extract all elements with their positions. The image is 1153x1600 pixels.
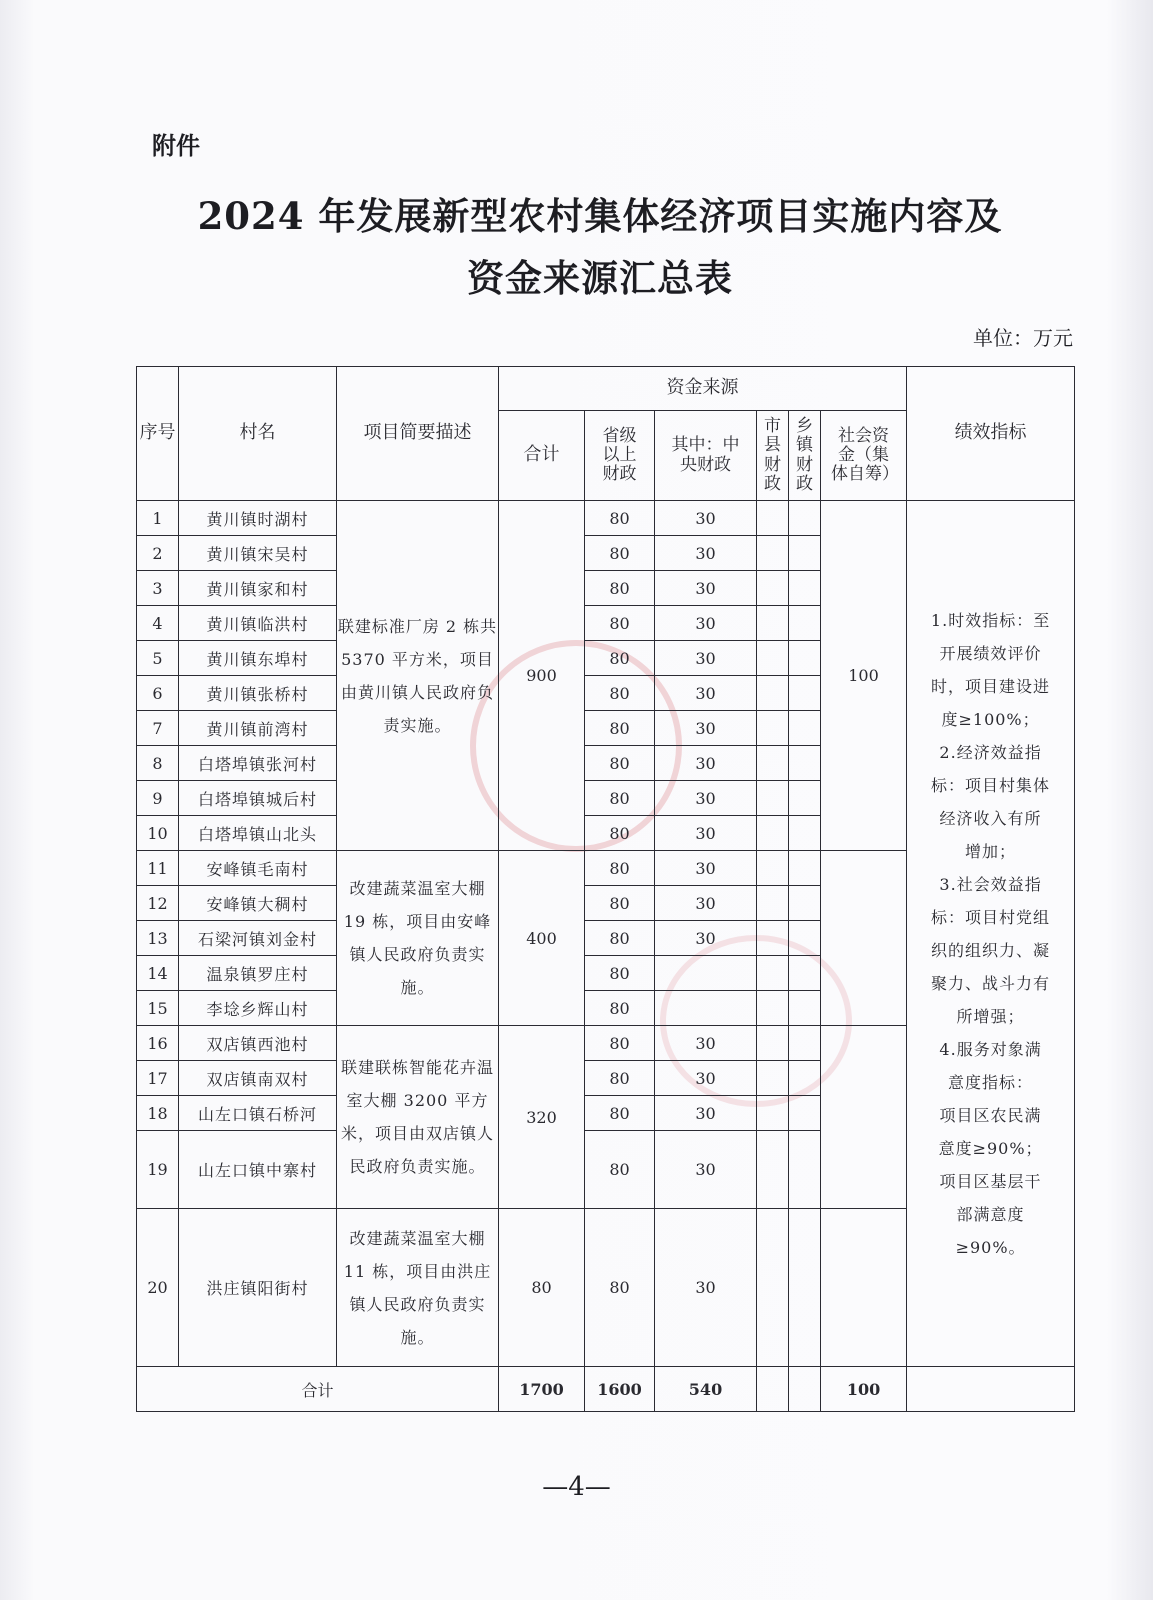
perf-line: 1.时效指标：至 xyxy=(930,610,1051,630)
cell-seq: 20 xyxy=(137,1209,179,1367)
cell-central: 30 xyxy=(655,1096,757,1131)
cell-seq: 16 xyxy=(137,1026,179,1061)
cell-village: 黄川镇家和村 xyxy=(179,571,337,606)
cell-provincial: 80 xyxy=(585,886,655,921)
perf-line: 所增强； xyxy=(956,1006,1025,1026)
cell-social-fund xyxy=(821,1209,907,1367)
perf-line: 经济收入有所 xyxy=(939,808,1042,828)
totals-label: 合计 xyxy=(137,1367,499,1412)
cell-city-county xyxy=(757,886,789,921)
cell-provincial: 80 xyxy=(585,501,655,536)
cell-total: 320 xyxy=(499,1026,585,1209)
cell-central: 30 xyxy=(655,571,757,606)
cell-seq: 10 xyxy=(137,816,179,851)
cell-social-fund xyxy=(821,1026,907,1209)
cell-township xyxy=(789,816,821,851)
cell-township xyxy=(789,536,821,571)
cell-seq: 6 xyxy=(137,676,179,711)
totals-city-county xyxy=(757,1367,789,1412)
cell-seq: 1 xyxy=(137,501,179,536)
annex-label: 附件 xyxy=(152,132,200,160)
cell-village: 安峰镇毛南村 xyxy=(179,851,337,886)
cell-city-county xyxy=(757,536,789,571)
totals-total: 1700 xyxy=(499,1367,585,1412)
cell-central: 30 xyxy=(655,501,757,536)
cell-central xyxy=(655,991,757,1026)
cell-township xyxy=(789,1026,821,1061)
cell-village: 安峰镇大稠村 xyxy=(179,886,337,921)
cell-provincial: 80 xyxy=(585,851,655,886)
cell-city-county xyxy=(757,676,789,711)
table-row xyxy=(137,501,1075,536)
cell-city-county xyxy=(757,1026,789,1061)
perf-line: 4.服务对象满 xyxy=(939,1039,1042,1059)
cell-seq: 19 xyxy=(137,1131,179,1209)
perf-line: ≥90%。 xyxy=(955,1237,1026,1257)
perf-line: 聚力、战斗力有 xyxy=(931,973,1051,993)
cell-seq: 5 xyxy=(137,641,179,676)
cell-township xyxy=(789,711,821,746)
cell-central: 30 xyxy=(655,781,757,816)
totals-social: 100 xyxy=(821,1367,907,1412)
cell-township xyxy=(789,571,821,606)
document-title-line1: 2024 年发展新型农村集体经济项目实施内容及 xyxy=(197,194,1003,238)
cell-village: 双店镇南双村 xyxy=(179,1061,337,1096)
cell-city-county xyxy=(757,1209,789,1367)
cell-township xyxy=(789,676,821,711)
cell-village: 黄川镇临洪村 xyxy=(179,606,337,641)
perf-line: 时，项目建设进 xyxy=(931,676,1051,696)
cell-city-county xyxy=(757,571,789,606)
cell-city-county xyxy=(757,1061,789,1096)
cell-township xyxy=(789,956,821,991)
cell-seq: 9 xyxy=(137,781,179,816)
cell-city-county xyxy=(757,746,789,781)
cell-provincial: 80 xyxy=(585,1209,655,1367)
cell-provincial: 80 xyxy=(585,571,655,606)
cell-central: 30 xyxy=(655,746,757,781)
cell-provincial: 80 xyxy=(585,641,655,676)
cell-township xyxy=(789,921,821,956)
cell-provincial: 80 xyxy=(585,676,655,711)
cell-description: 联建标准厂房 2 栋共 5370 平方米，项目由黄川镇人民政府负责实施。 xyxy=(337,501,499,851)
cell-provincial: 80 xyxy=(585,1131,655,1209)
header-performance: 绩效指标 xyxy=(907,367,1075,501)
cell-provincial: 80 xyxy=(585,1061,655,1096)
cell-city-county xyxy=(757,956,789,991)
cell-township xyxy=(789,1096,821,1131)
perf-line: 开展绩效评价 xyxy=(939,643,1042,663)
cell-seq: 11 xyxy=(137,851,179,886)
perf-line: 2.经济效益指 xyxy=(939,742,1042,762)
fund-summary-table xyxy=(136,366,1075,1412)
cell-township xyxy=(789,1061,821,1096)
header-provincial: 省级以上财政 xyxy=(585,411,655,501)
cell-seq: 4 xyxy=(137,606,179,641)
cell-central: 30 xyxy=(655,1131,757,1209)
perf-line: 度≥100%； xyxy=(941,709,1040,729)
cell-village: 黄川镇张桥村 xyxy=(179,676,337,711)
totals-provincial: 1600 xyxy=(585,1367,655,1412)
perf-line: 意度指标： xyxy=(948,1072,1034,1092)
cell-central: 30 xyxy=(655,676,757,711)
cell-village: 黄川镇前湾村 xyxy=(179,711,337,746)
cell-provincial: 80 xyxy=(585,536,655,571)
cell-village: 白塔埠镇城后村 xyxy=(179,781,337,816)
cell-village: 温泉镇罗庄村 xyxy=(179,956,337,991)
cell-central: 30 xyxy=(655,641,757,676)
cell-city-county xyxy=(757,1096,789,1131)
cell-central: 30 xyxy=(655,606,757,641)
cell-central: 30 xyxy=(655,1026,757,1061)
cell-description: 改建蔬菜温室大棚 11 栋，项目由洪庄镇人民政府负责实施。 xyxy=(337,1209,499,1367)
cell-city-county xyxy=(757,781,789,816)
totals-central: 540 xyxy=(655,1367,757,1412)
header-city-county: 市县财政 xyxy=(757,411,789,501)
cell-central xyxy=(655,956,757,991)
cell-village: 黄川镇宋吴村 xyxy=(179,536,337,571)
perf-line: 增加； xyxy=(965,841,1017,861)
cell-township xyxy=(789,606,821,641)
cell-seq: 15 xyxy=(137,991,179,1026)
cell-village: 洪庄镇阳街村 xyxy=(179,1209,337,1367)
totals-performance xyxy=(907,1367,1075,1412)
cell-seq: 17 xyxy=(137,1061,179,1096)
cell-township xyxy=(789,886,821,921)
cell-seq: 18 xyxy=(137,1096,179,1131)
cell-total: 900 xyxy=(499,501,585,851)
cell-township xyxy=(789,991,821,1026)
cell-seq: 8 xyxy=(137,746,179,781)
cell-seq: 13 xyxy=(137,921,179,956)
cell-provincial: 80 xyxy=(585,816,655,851)
perf-line: 3.社会效益指 xyxy=(939,874,1042,894)
cell-provincial: 80 xyxy=(585,781,655,816)
cell-total: 80 xyxy=(499,1209,585,1367)
header-seq: 序号 xyxy=(137,367,179,501)
cell-city-county xyxy=(757,991,789,1026)
cell-seq: 7 xyxy=(137,711,179,746)
cell-central: 30 xyxy=(655,536,757,571)
cell-social-fund: 100 xyxy=(821,501,907,851)
header-central: 其中：中央财政 xyxy=(655,411,757,501)
perf-line: 标：项目村集体 xyxy=(931,775,1051,795)
cell-seq: 14 xyxy=(137,956,179,991)
header-total: 合计 xyxy=(499,411,585,501)
cell-city-county xyxy=(757,816,789,851)
header-township: 乡镇财政 xyxy=(789,411,821,501)
cell-city-county xyxy=(757,641,789,676)
cell-provincial: 80 xyxy=(585,991,655,1026)
cell-township xyxy=(789,851,821,886)
cell-central: 30 xyxy=(655,921,757,956)
cell-township xyxy=(789,501,821,536)
cell-social-fund xyxy=(821,851,907,1026)
cell-village: 黄川镇东埠村 xyxy=(179,641,337,676)
cell-village: 石梁河镇刘金村 xyxy=(179,921,337,956)
cell-seq: 3 xyxy=(137,571,179,606)
cell-central: 30 xyxy=(655,1061,757,1096)
cell-township xyxy=(789,641,821,676)
cell-city-county xyxy=(757,1131,789,1209)
page-number: —4— xyxy=(542,1472,611,1502)
cell-central: 30 xyxy=(655,851,757,886)
perf-line: 项目区农民满 xyxy=(939,1105,1042,1125)
perf-line: 项目区基层干 xyxy=(939,1171,1042,1191)
cell-central: 30 xyxy=(655,816,757,851)
cell-village: 双店镇西池村 xyxy=(179,1026,337,1061)
cell-provincial: 80 xyxy=(585,921,655,956)
cell-village: 黄川镇时湖村 xyxy=(179,501,337,536)
cell-central: 30 xyxy=(655,711,757,746)
cell-city-county xyxy=(757,921,789,956)
cell-township xyxy=(789,746,821,781)
document-title-line2: 资金来源汇总表 xyxy=(467,256,733,300)
cell-village: 白塔埠镇张河村 xyxy=(179,746,337,781)
cell-township xyxy=(789,1209,821,1367)
cell-provincial: 80 xyxy=(585,956,655,991)
cell-city-county xyxy=(757,711,789,746)
cell-seq: 12 xyxy=(137,886,179,921)
cell-provincial: 80 xyxy=(585,606,655,641)
cell-city-county xyxy=(757,606,789,641)
cell-city-county xyxy=(757,851,789,886)
cell-description: 改建蔬菜温室大棚 19 栋，项目由安峰镇人民政府负责实施。 xyxy=(337,851,499,1026)
cell-city-county xyxy=(757,501,789,536)
cell-township xyxy=(789,781,821,816)
cell-township xyxy=(789,1131,821,1209)
cell-village: 山左口镇中寨村 xyxy=(179,1131,337,1209)
cell-central: 30 xyxy=(655,886,757,921)
cell-central: 30 xyxy=(655,1209,757,1367)
cell-village: 李埝乡辉山村 xyxy=(179,991,337,1026)
perf-line: 意度≥90%； xyxy=(938,1138,1043,1158)
cell-performance xyxy=(907,501,1075,1367)
totals-township xyxy=(789,1367,821,1412)
header-social-fund: 社会资金（集体自筹） xyxy=(821,411,907,501)
perf-line: 部满意度 xyxy=(956,1204,1025,1224)
cell-total: 400 xyxy=(499,851,585,1026)
perf-line: 织的组织力、凝 xyxy=(931,940,1051,960)
header-description: 项目简要描述 xyxy=(337,367,499,501)
cell-provincial: 80 xyxy=(585,711,655,746)
header-fund-source: 资金来源 xyxy=(499,367,907,411)
cell-description: 联建联栋智能花卉温室大棚 3200 平方米，项目由双店镇人民政府负责实施。 xyxy=(337,1026,499,1209)
cell-provincial: 80 xyxy=(585,746,655,781)
cell-provincial: 80 xyxy=(585,1096,655,1131)
cell-village: 白塔埠镇山北头 xyxy=(179,816,337,851)
cell-provincial: 80 xyxy=(585,1026,655,1061)
cell-seq: 2 xyxy=(137,536,179,571)
totals-row xyxy=(137,1367,1075,1412)
perf-line: 标：项目村党组 xyxy=(931,907,1051,927)
cell-village: 山左口镇石桥河 xyxy=(179,1096,337,1131)
header-village: 村名 xyxy=(179,367,337,501)
unit-label: 单位：万元 xyxy=(973,326,1073,350)
